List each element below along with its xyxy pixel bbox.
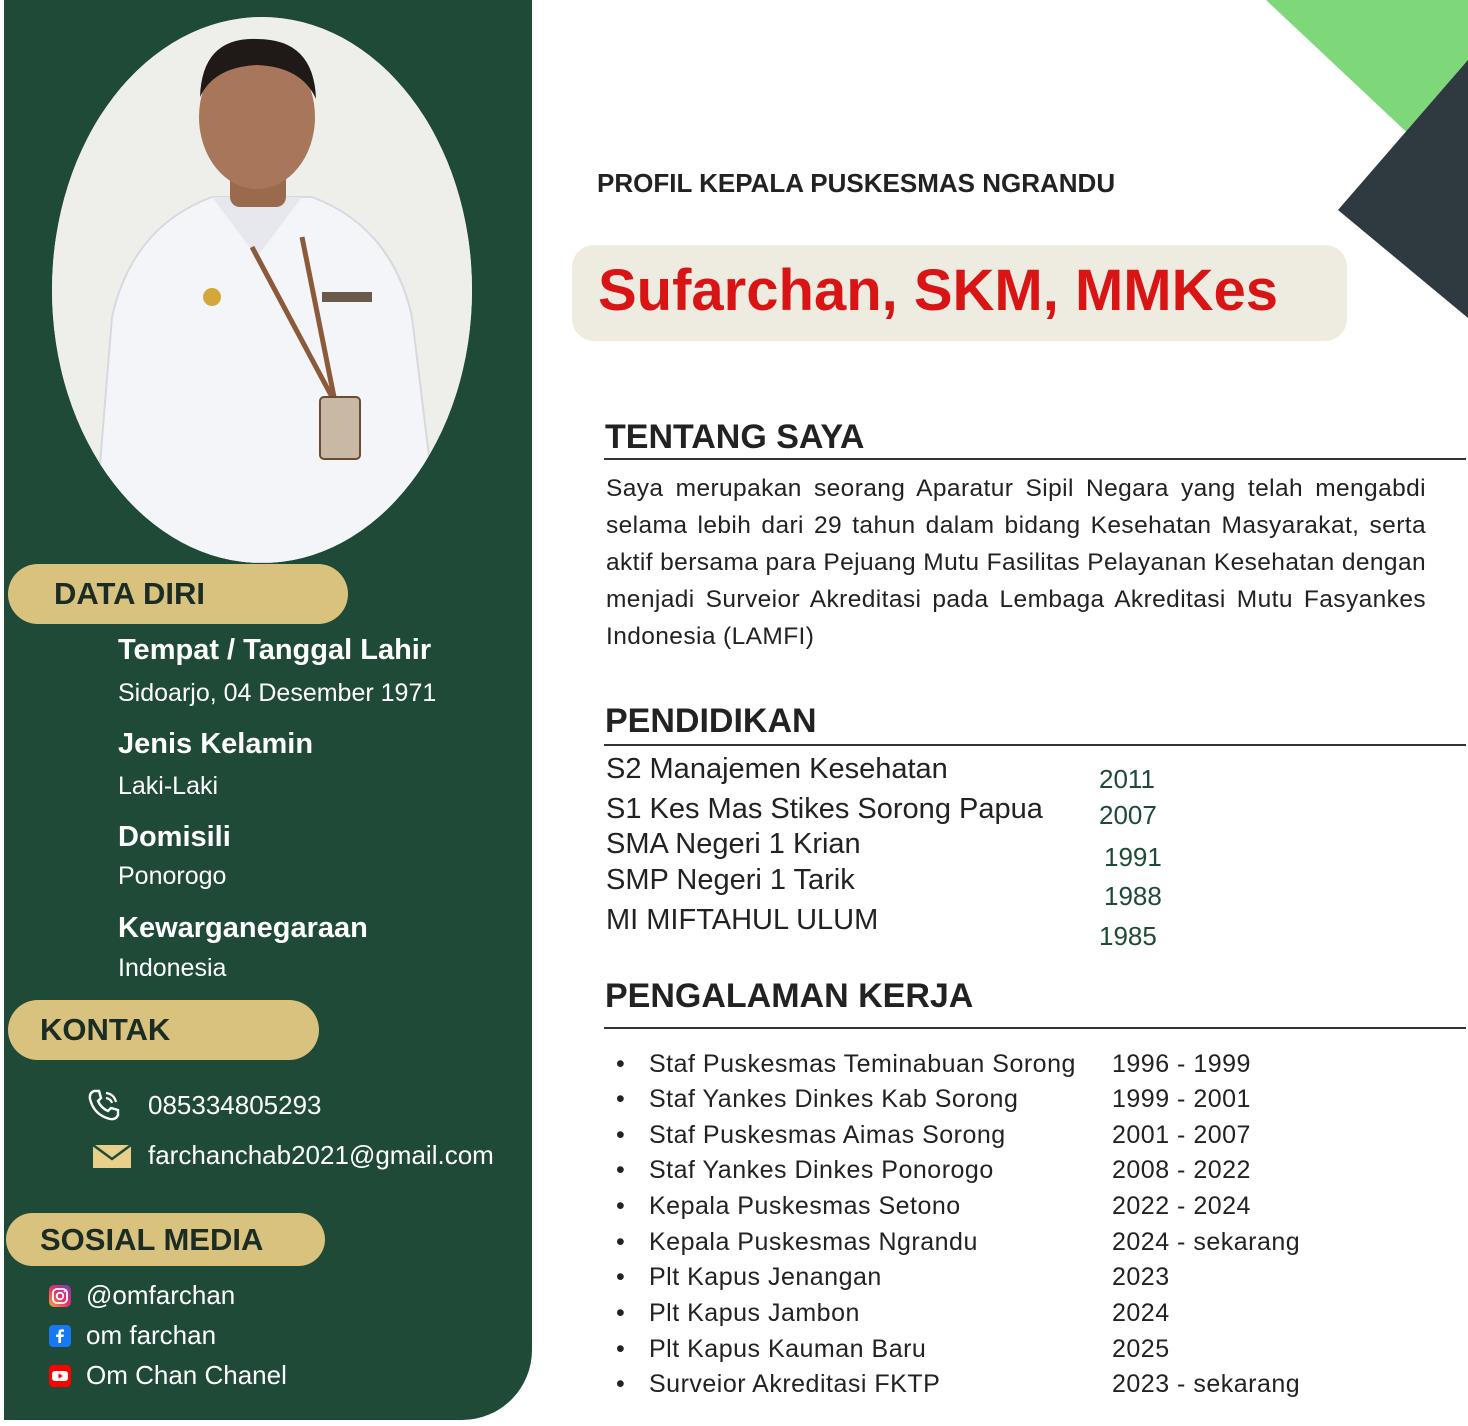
bullet-icon: • (616, 1050, 625, 1078)
work-item (616, 1228, 1300, 1257)
phone-icon (86, 1087, 138, 1123)
birth-label: Tempat / Tanggal Lahir (118, 634, 432, 666)
bullet-icon: • (616, 1121, 625, 1149)
facebook-icon (48, 1324, 72, 1348)
bullet-icon: • (616, 1156, 625, 1184)
email-address[interactable]: farchanchab2021@gmail.com (148, 1140, 494, 1170)
gender-label: Jenis Kelamin (118, 728, 314, 760)
work-title: Plt Kapus Jenangan (649, 1263, 882, 1291)
youtube-row[interactable] (48, 1360, 287, 1391)
pendidikan-divider (604, 744, 1466, 746)
work-item (616, 1085, 1251, 1114)
tentang-saya-divider (604, 458, 1466, 460)
work-item (616, 1156, 1251, 1185)
data-diri-heading: DATA DIRI (8, 564, 348, 624)
facebook-name[interactable]: om farchan (86, 1320, 217, 1350)
work-years: 2023 - sekarang (1112, 1370, 1301, 1398)
education-item: MI MIFTAHUL ULUM (606, 904, 879, 936)
birth-value: Sidoarjo, 04 Desember 1971 (118, 679, 437, 707)
education-year: 2011 (1099, 764, 1155, 794)
work-title: Staf Puskesmas Aimas Sorong (649, 1121, 1006, 1149)
work-title: Staf Puskesmas Teminabuan Sorong (649, 1050, 1076, 1078)
citizenship-label: Kewarganegaraan (118, 912, 368, 944)
youtube-icon (48, 1364, 72, 1388)
work-years: 2024 - sekarang (1112, 1228, 1301, 1256)
work-title: Plt Kapus Jambon (649, 1299, 860, 1327)
work-title: Surveior Akreditasi FKTP (649, 1370, 941, 1398)
page-title: Sufarchan, SKM, MMKes (598, 258, 1278, 323)
work-years: 2008 - 2022 (1112, 1156, 1251, 1184)
about-text: Saya merupakan seorang Aparatur Sipil Negara yang telah mengabdi selama lebih dari 29 tahun dalam bidang Kesehatan Masyarakat, serta aktif bersama para Pejuang Mutu Fasilitas Pelayanan Kesehatan dengan menjadi Surveior Akreditasi pada Lembaga Akreditasi Mutu Fasyankes Indonesia (LAMFI) (606, 475, 1426, 650)
education-year: 2007 (1099, 800, 1157, 830)
domicile-value: Ponorogo (118, 862, 227, 890)
work-years: 2025 (1112, 1335, 1170, 1363)
bullet-icon: • (616, 1228, 625, 1256)
pengalaman-kerja-heading: PENGALAMAN KERJA (605, 977, 974, 1015)
bullet-icon: • (616, 1192, 625, 1220)
work-item (616, 1299, 1170, 1328)
work-item (616, 1370, 1300, 1399)
work-title: Plt Kapus Kauman Baru (649, 1335, 927, 1363)
education-year: 1985 (1099, 921, 1157, 951)
pendidikan-heading: PENDIDIKAN (605, 702, 817, 740)
education-item: S1 Kes Mas Stikes Sorong Papua (606, 793, 1043, 825)
work-years: 2024 (1112, 1299, 1170, 1327)
pengalaman-kerja-divider (604, 1027, 1466, 1029)
work-item (616, 1263, 1170, 1292)
bullet-icon: • (616, 1085, 625, 1113)
work-title: Staf Yankes Dinkes Kab Sorong (649, 1085, 1019, 1113)
instagram-icon (48, 1284, 72, 1308)
work-item (616, 1121, 1251, 1150)
tentang-saya-heading: TENTANG SAYA (605, 418, 865, 456)
education-item: SMP Negeri 1 Tarik (606, 864, 855, 896)
work-item (616, 1192, 1251, 1221)
page-subtitle: PROFIL KEPALA PUSKESMAS NGRANDU (597, 168, 1116, 198)
bullet-icon: • (616, 1370, 625, 1398)
work-item (616, 1050, 1251, 1079)
work-years: 1996 - 1999 (1112, 1050, 1251, 1078)
work-years: 2022 - 2024 (1112, 1192, 1251, 1220)
instagram-handle[interactable]: @omfarchan (86, 1280, 236, 1310)
sosial-media-heading: SOSIAL MEDIA (6, 1213, 325, 1266)
bullet-icon: • (616, 1299, 625, 1327)
instagram-row[interactable] (48, 1280, 235, 1311)
education-item: S2 Manajemen Kesehatan (606, 753, 948, 785)
phone-number[interactable]: 085334805293 (148, 1089, 322, 1120)
kontak-heading: KONTAK (8, 1000, 319, 1060)
education-year: 1991 (1104, 842, 1162, 872)
mail-icon (86, 1142, 138, 1170)
work-years: 2023 (1112, 1263, 1170, 1291)
work-title: Kepala Puskesmas Setono (649, 1192, 961, 1220)
gender-value: Laki-Laki (118, 772, 219, 800)
work-years: 1999 - 2001 (1112, 1085, 1251, 1113)
work-title: Staf Yankes Dinkes Ponorogo (649, 1156, 994, 1184)
phone-row[interactable] (86, 1087, 322, 1123)
profile-photo (52, 17, 472, 563)
work-item (616, 1335, 1170, 1364)
work-title: Kepala Puskesmas Ngrandu (649, 1228, 978, 1256)
domicile-label: Domisili (118, 821, 231, 853)
work-years: 2001 - 2007 (1112, 1121, 1251, 1149)
bullet-icon: • (616, 1335, 625, 1363)
education-year: 1988 (1104, 881, 1162, 911)
education-item: SMA Negeri 1 Krian (606, 828, 861, 860)
bullet-icon: • (616, 1263, 625, 1291)
email-row[interactable] (86, 1140, 494, 1171)
profile-photo-illustration (52, 17, 472, 563)
youtube-channel[interactable]: Om Chan Chanel (86, 1360, 287, 1390)
citizenship-value: Indonesia (118, 954, 227, 982)
facebook-row[interactable] (48, 1320, 216, 1351)
